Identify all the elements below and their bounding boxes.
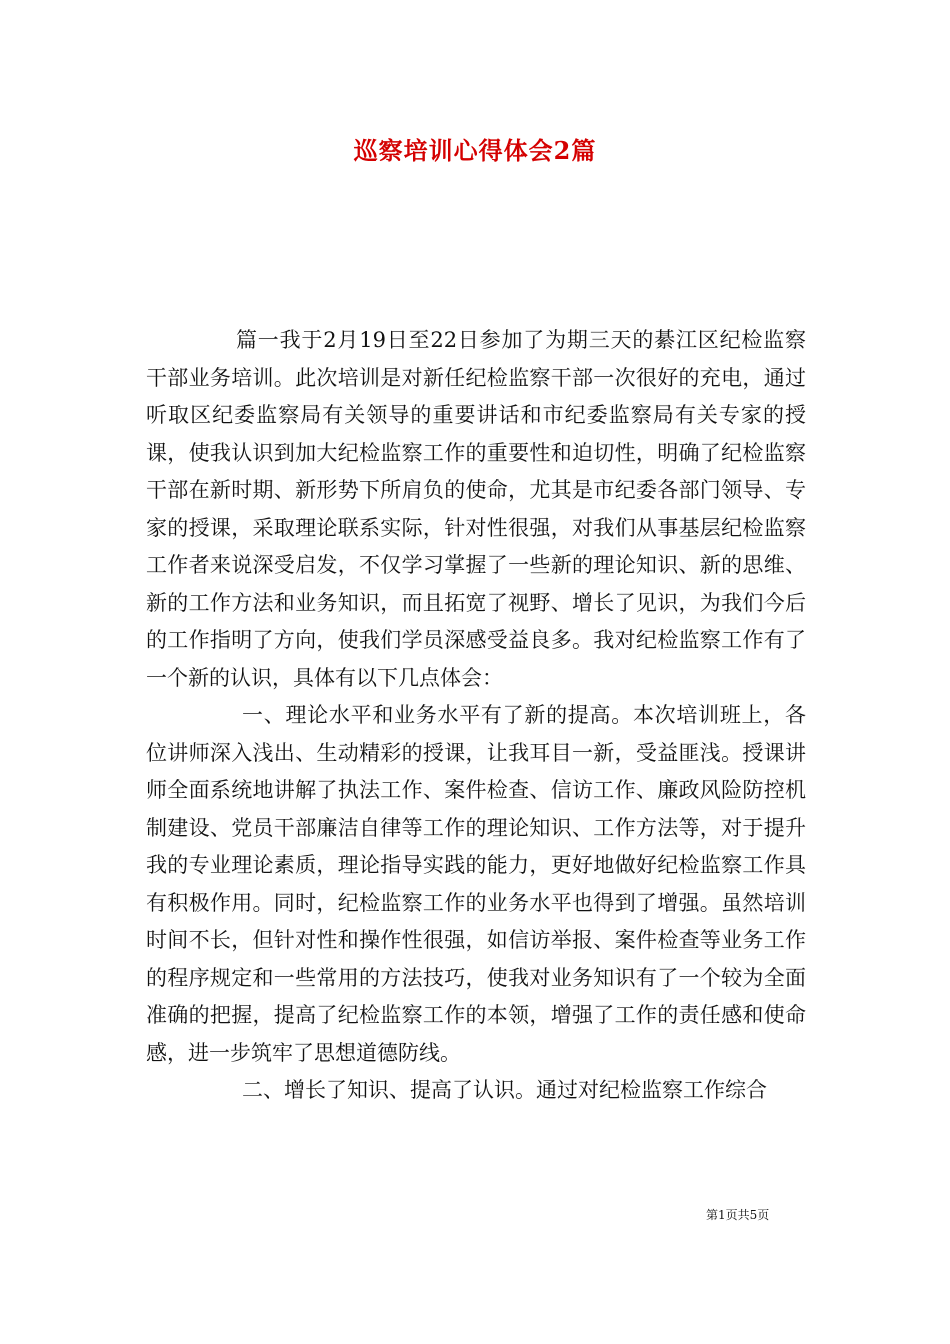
paragraph-3: 二、增长了知识、提高了认识。通过对纪检监察工作综合 xyxy=(242,1078,767,1102)
paragraph-1: 篇一我于2月19日至22日参加了为期三天的綦江区纪检监察干部业务培训。此次培训是对新任纪检监察干部一次很好的充电，通过听取区纪委监察局有关领导的重要讲话和市纪委监察局有关专家的授课，使我认识到加大纪检监察工作的重要性和迫切性，明确了纪检监察干部在新时期、新形势下所肩负的使命，尤其是市纪委各部门领导、专家的授课，采取理论联系实际，针对性很强，对我们从事基层纪检监察工作者来说深受启发，不仅学习掌握了一些新的理论知识、新的思维、新的工作方法和业务知识，而且拓宽了视野、增长了见识，为我们今后的工作指明了方向，使我们学员深感受益良多。我对纪检监察工作有了一个新的认识，具体有以下几点体会： xyxy=(146,328,806,690)
page-number: 第1页共5页 xyxy=(706,1208,770,1222)
paragraph-2: 一、理论水平和业务水平有了新的提高。本次培训班上，各位讲师深入浅出、生动精彩的授课，让我耳目一新，受益匪浅。授课讲师全面系统地讲解了执法工作、案件检查、信访工作、廉政风险防控机制建设、党员干部廉洁自律等工作的理论知识、工作方法等，对于提升我的专业理论素质，理论指导实践的能力，更好地做好纪检监察工作具有积极作用。同时，纪检监察工作的业务水平也得到了增强。虽然培训时间不长，但针对性和操作性很强，如信访举报、案件检查等业务工作的程序规定和一些常用的方法技巧，使我对业务知识有了一个较为全面准确的把握，提高了纪检监察工作的本领，增强了工作的责任感和使命感，进一步筑牢了思想道德防线。 xyxy=(146,703,806,1065)
document-body xyxy=(146,322,806,1110)
document-title: 巡察培训心得体会2篇 xyxy=(353,136,597,165)
